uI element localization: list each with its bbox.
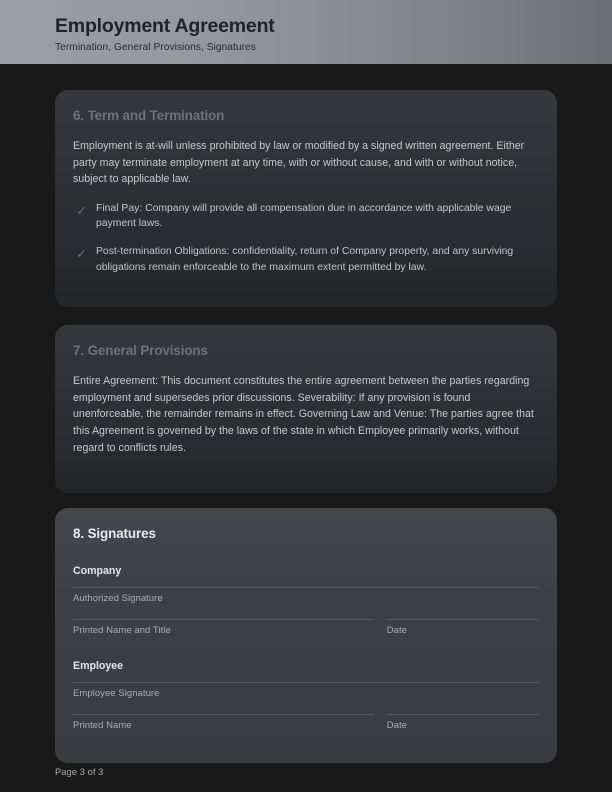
signature-row-employee-name-date	[73, 714, 539, 746]
signature-block	[55, 556, 557, 746]
check-icon: ✓	[76, 247, 87, 262]
signature-row-company-signature	[73, 587, 539, 619]
section-card-general-provisions	[55, 325, 557, 493]
section-heading-general: 7. General Provisions	[73, 343, 208, 358]
list-item	[73, 201, 537, 232]
company-date-field[interactable]	[387, 619, 539, 651]
signature-row-employee-signature	[73, 682, 539, 714]
section-heading-signatures: 8. Signatures	[73, 526, 156, 541]
section-card-term-and-termination	[55, 90, 557, 307]
card-inner	[55, 90, 557, 275]
check-item-text: Post-termination Obligations: confidentiality, return of Company property, and any surviving obligations remain enforceable to the maximum extent permitted by law.	[96, 246, 514, 273]
page-subtitle: Termination, General Provisions, Signatures	[55, 42, 256, 54]
company-signature-field[interactable]	[73, 587, 539, 619]
card-inner	[55, 508, 557, 541]
list-item	[73, 244, 537, 275]
page-title: Employment Agreement	[55, 15, 275, 37]
employee-signature-field[interactable]	[73, 682, 539, 714]
card-inner	[55, 325, 557, 456]
check-icon: ✓	[76, 203, 87, 218]
employee-printed-name-label: Printed Name	[73, 720, 132, 731]
section-card-signatures	[55, 508, 557, 763]
employee-signature-label: Employee Signature	[73, 688, 160, 699]
employee-date-field[interactable]	[387, 714, 539, 746]
company-signature-label: Authorized Signature	[73, 593, 163, 604]
term-checklist	[73, 201, 537, 275]
section-paragraph-term: Employment is at-will unless prohibited by law or modified by a signed written agreement. Either party may terminate employment at any time, with or without cause, and with or without notice, subject to applicable law.	[73, 140, 525, 186]
employee-printed-name-field[interactable]	[73, 714, 374, 746]
document-header	[0, 0, 612, 64]
company-date-label: Date	[386, 625, 407, 636]
company-printed-name-field[interactable]	[73, 619, 374, 651]
employee-date-label: Date	[386, 720, 407, 731]
check-item-text: Final Pay: Company will provide all compensation due in accordance with applicable wage payment laws.	[96, 202, 512, 230]
section-heading-term: 6. Term and Termination	[73, 108, 225, 123]
page-indicator: Page 3 of 3	[55, 767, 104, 777]
signature-party-employee: Employee	[73, 660, 124, 672]
section-paragraph-general: Entire Agreement: This document constitutes the entire agreement between the parties regarding employment and supersedes prior discussions. Severability: If any provision is found unenforceable, the remainder remains in effect. Governing Law and Venue: The parties agree that this Agreement is governed by the laws of the state in which Employee primarily works, without regard to conflicts rules.	[73, 375, 534, 454]
company-printed-name-label: Printed Name and Title	[73, 625, 171, 636]
signature-party-company: Company	[73, 565, 122, 577]
signature-row-company-name-date	[73, 619, 539, 651]
